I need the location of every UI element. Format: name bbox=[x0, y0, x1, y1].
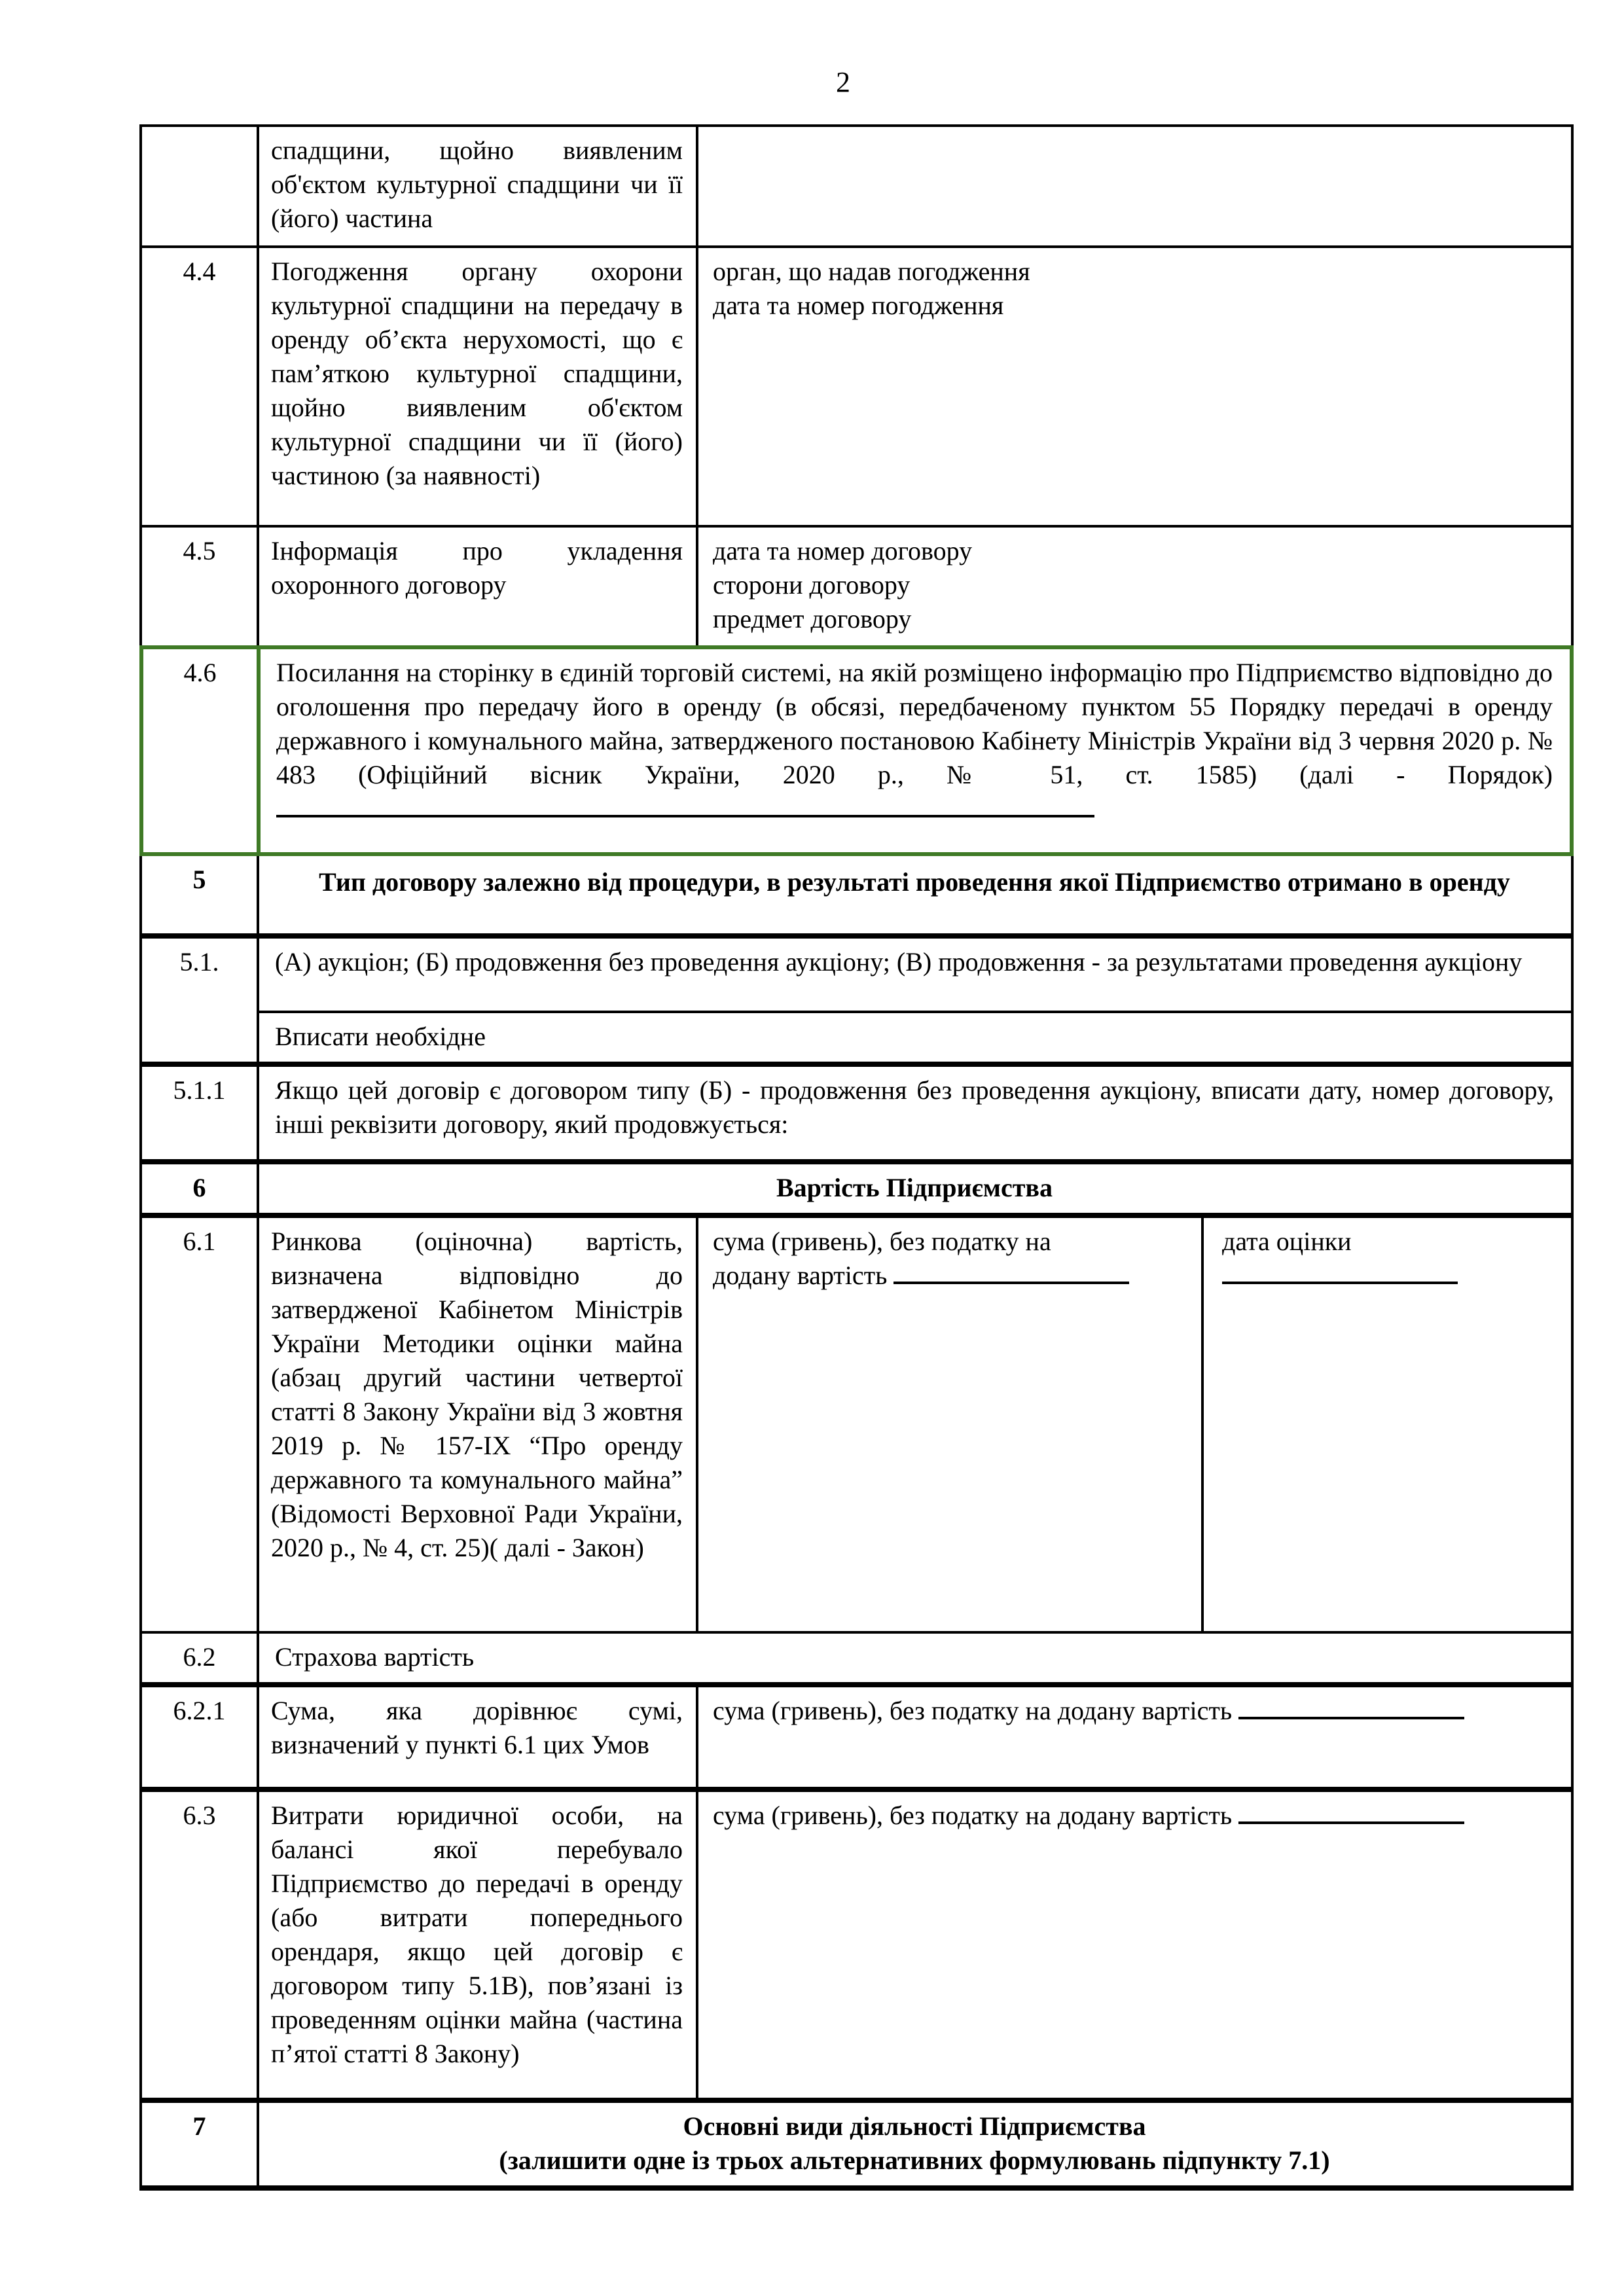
table-row-7-header bbox=[142, 2103, 1571, 2185]
row-description: Сума, яка дорівнює сумі, визначений у пункті 6.1 цих Умов bbox=[259, 1687, 698, 1787]
table-row-6-1 bbox=[142, 1218, 1571, 1634]
row-number: 5.1. bbox=[142, 939, 259, 1062]
row-number: 6.1 bbox=[142, 1218, 259, 1631]
row-number: 4.4 bbox=[142, 248, 259, 525]
row-description: Погодження органу охорони культурної спадщини на передачу в оренду об’єкта нерухомості, що є пам’яткою культурної спадщини, щойно виявленим об'єктом культурної спадщини чи її (його) частиною (за наявності) bbox=[259, 248, 698, 525]
value-line: предмет договору bbox=[713, 604, 912, 634]
row-number-cell bbox=[142, 127, 259, 245]
row-number: 5.1.1 bbox=[142, 1067, 259, 1159]
row-sum-cell bbox=[698, 1687, 1571, 1787]
blank-fill-line bbox=[1222, 1262, 1458, 1284]
row-value-cell bbox=[698, 248, 1571, 525]
table-row-4-5 bbox=[142, 528, 1571, 645]
table-row-4-6-highlighted bbox=[139, 645, 1574, 856]
value-line bbox=[1222, 1259, 1555, 1293]
contract-conditions-table bbox=[139, 124, 1574, 2191]
table-row-continuation bbox=[142, 127, 1571, 248]
row-text-cell bbox=[259, 939, 1571, 1062]
section-header-line: (залишити одне із трьох альтернативних формулювань підпункту 7.1) bbox=[499, 2145, 1330, 2175]
section-header: Вартість Підприємства bbox=[776, 1173, 1053, 1202]
row-sum-cell bbox=[698, 1792, 1571, 2098]
value-line: сума (гривень), без податку на додану вартість bbox=[713, 1801, 1233, 1830]
row-text-cell bbox=[261, 649, 1570, 852]
table-row-5-1-1 bbox=[142, 1067, 1571, 1164]
table-row-6-header bbox=[142, 1164, 1571, 1218]
row-description: Страхова вартість bbox=[275, 1642, 475, 1672]
table-row-5-header bbox=[142, 856, 1571, 939]
row-text: (А) аукціон; (Б) продовження без проведення аукціону; (В) продовження - за результатами проведення аукціону bbox=[275, 947, 1523, 977]
blank-fill-line bbox=[893, 1262, 1129, 1284]
row-note: Вписати необхідне bbox=[259, 1011, 1571, 1062]
row-text: Якщо цей договір є договором типу (Б) - продовження без проведення аукціону, вписати дату, номер договору, інші реквізити договору, який продовжується: bbox=[275, 1075, 1554, 1139]
row-value-cell bbox=[698, 528, 1571, 645]
row-number: 7 bbox=[142, 2103, 259, 2185]
section-header bbox=[259, 2103, 1571, 2185]
table-row-5-1 bbox=[142, 939, 1571, 1067]
row-number: 6.2.1 bbox=[142, 1687, 259, 1787]
row-sum-cell bbox=[698, 1218, 1204, 1631]
row-number: 4.6 bbox=[143, 649, 261, 852]
page-number: 2 bbox=[836, 66, 850, 98]
row-number: 6.3 bbox=[142, 1792, 259, 2098]
table-row-4-4 bbox=[142, 248, 1571, 528]
value-line: сума (гривень), без податку на bbox=[713, 1227, 1051, 1256]
row-description: Інформація про укладення охоронного договору bbox=[259, 528, 698, 645]
blank-fill-line bbox=[1238, 1697, 1464, 1719]
row-description: Ринкова (оціночна) вартість, визначена відповідно до затвердженої Кабінетом Міністрів України Методики оцінки майна (абзац другий частини четвертої статті 8 Закону України від 3 жовтня 2019 р. № 157-IX “Про оренду державного та комунального майна” (Відомості Верховної Ради України, 2020 р., № 4, ст. 25)( далі - Закон) bbox=[259, 1218, 698, 1631]
row-text: Посилання на сторінку в єдиній торговій системі, на якій розміщено інформацію про Підприємство відповідно до оголошення про передачу його в оренду (в обсязі, передбаченому пунктом 55 Порядку передачі в оренду державного і комунального майна, затвердженого постановою Кабінету Міністрів України від 3 червня 2020 р. № 483 (Офіційний вісник України, 2020 р., № 51, ст. 1585) (далі - Порядок) bbox=[276, 658, 1553, 789]
table-row-6-2-1 bbox=[142, 1687, 1571, 1792]
value-line: дата та номер договору bbox=[713, 536, 973, 565]
row-date-cell bbox=[1204, 1218, 1571, 1631]
row-number: 6 bbox=[142, 1164, 259, 1213]
row-description: Витрати юридичної особи, на балансі якої перебувало Підприємство до передачі в оренду (або витрати попереднього орендаря, якщо цей договір є договором типу 5.1В), пов’язані із проведенням оцінки майна (частина п’ятої статті 8 Закону) bbox=[259, 1792, 698, 2098]
value-line: додану вартість bbox=[713, 1259, 1185, 1293]
section-header-line: Основні види діяльності Підприємства bbox=[683, 2111, 1146, 2141]
blank-fill-line bbox=[1238, 1802, 1464, 1824]
blank-fill-line bbox=[276, 795, 1094, 817]
row-number: 5 bbox=[142, 856, 259, 933]
row-value-cell bbox=[698, 127, 1571, 245]
table-row-6-3 bbox=[142, 1792, 1571, 2103]
value-line: сторони договору bbox=[713, 570, 911, 600]
section-header: Тип договору залежно від процедури, в результаті проведення якої Підприємство отримано в оренду bbox=[319, 867, 1510, 897]
value-line: сума (гривень), без податку на додану вартість bbox=[713, 1696, 1233, 1725]
value-line: дата оцінки bbox=[1222, 1227, 1352, 1256]
row-description: спадщини, щойно виявленим об'єктом культурної спадщини чи її (його) частина bbox=[259, 127, 698, 245]
value-line: дата та номер погодження bbox=[713, 291, 1004, 320]
row-number: 6.2 bbox=[142, 1634, 259, 1682]
value-line: орган, що надав погодження bbox=[713, 257, 1030, 286]
row-number: 4.5 bbox=[142, 528, 259, 645]
table-row-6-2 bbox=[142, 1634, 1571, 1687]
